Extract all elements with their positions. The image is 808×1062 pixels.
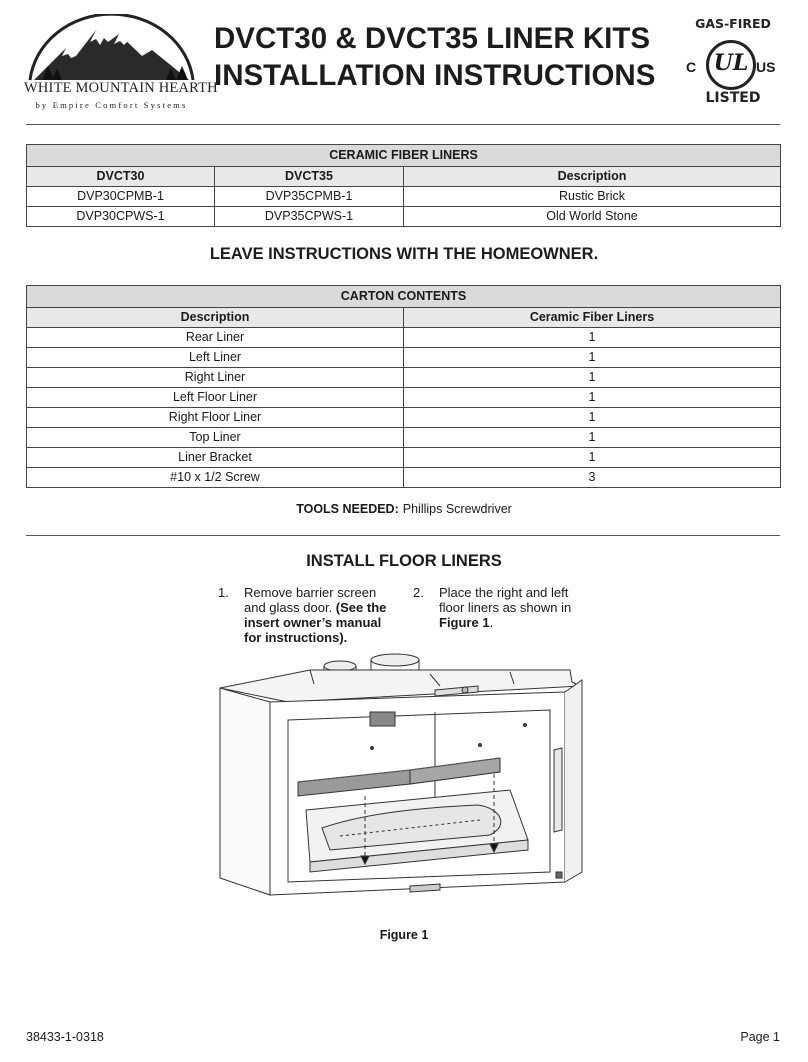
- step-line: [439, 615, 571, 630]
- table-cell: DVP35CPWS-1: [215, 207, 404, 227]
- document-number: 38433-1-0318: [26, 1030, 104, 1044]
- table-cell: DVP30CPWS-1: [27, 207, 215, 227]
- step-text-bold: insert owner’s manual: [244, 615, 382, 630]
- contents-col-header: Description: [27, 308, 404, 328]
- table-cell: 1: [404, 328, 781, 348]
- step-number: 2.: [413, 585, 424, 600]
- liners-col-header: Description: [404, 167, 781, 187]
- cert-bottom-text: LISTED: [705, 90, 761, 106]
- table-cell: Right Floor Liner: [27, 408, 404, 428]
- table-row: [27, 468, 781, 488]
- step-text-bold: Figure 1: [439, 615, 490, 630]
- page-title: [214, 20, 676, 94]
- table-row: [27, 328, 781, 348]
- liners-table-caption: CERAMIC FIBER LINERS: [27, 145, 781, 167]
- step-line: [244, 630, 386, 645]
- step-text-bold: for instructions).: [244, 630, 348, 645]
- step-line: Place the right and left: [439, 585, 569, 600]
- step-line: Remove barrier screen: [244, 585, 377, 600]
- table-cell: #10 x 1/2 Screw: [27, 468, 404, 488]
- table-cell: 3: [404, 468, 781, 488]
- table-row: [27, 187, 781, 207]
- section-title: INSTALL FLOOR LINERS: [306, 552, 502, 570]
- liners-col-header: DVCT35: [215, 167, 404, 187]
- contents-table-caption: CARTON CONTENTS: [27, 286, 781, 308]
- fireplace-insert-icon: [210, 650, 595, 915]
- figure-1-illustration: [210, 650, 595, 915]
- section-divider: [26, 535, 780, 536]
- cert-mark: UL: [713, 50, 749, 76]
- table-row: [27, 368, 781, 388]
- table-cell: DVP35CPMB-1: [215, 187, 404, 207]
- table-cell: 1: [404, 368, 781, 388]
- tools-label: TOOLS NEEDED:: [296, 502, 399, 516]
- table-cell: 1: [404, 428, 781, 448]
- liners-col-header: DVCT30: [27, 167, 215, 187]
- carton-contents-table: [26, 285, 781, 488]
- brand-logo: [24, 14, 218, 114]
- table-cell: DVP30CPMB-1: [27, 187, 215, 207]
- title-line-1: DVCT30 & DVCT35 LINER KITS: [214, 22, 651, 55]
- step-2: [413, 585, 593, 633]
- table-cell: Old World Stone: [404, 207, 781, 227]
- cert-us: US: [756, 59, 776, 75]
- step-text-plain: and glass door.: [244, 600, 336, 615]
- table-row: [27, 408, 781, 428]
- step-text-plain: .: [489, 615, 494, 630]
- step-line: [244, 600, 386, 615]
- step-number: 1.: [218, 585, 229, 600]
- brand-name: WHITE MOUNTAIN HEARTH: [24, 80, 218, 96]
- title-line-2: INSTALLATION INSTRUCTIONS: [214, 59, 656, 92]
- table-cell: 1: [404, 388, 781, 408]
- table-row: [27, 448, 781, 468]
- table-cell: Rear Liner: [27, 328, 404, 348]
- table-cell: Right Liner: [27, 368, 404, 388]
- mountain-logo-icon: [24, 14, 199, 84]
- cert-c: C: [686, 59, 697, 75]
- step-text: [439, 585, 571, 630]
- table-cell: 1: [404, 348, 781, 368]
- table-cell: 1: [404, 448, 781, 468]
- table-cell: Top Liner: [27, 428, 404, 448]
- ul-certification-mark: [684, 16, 782, 110]
- table-row: [27, 207, 781, 227]
- step-text: [244, 585, 386, 645]
- table-cell: Left Liner: [27, 348, 404, 368]
- step-line: floor liners as shown in: [439, 600, 572, 615]
- brand-tagline: by Empire Comfort Systems: [35, 100, 188, 110]
- table-cell: Liner Bracket: [27, 448, 404, 468]
- contents-col-header: Ceramic Fiber Liners: [404, 308, 781, 328]
- page-number: Page 1: [740, 1030, 780, 1044]
- tools-needed: [0, 502, 808, 516]
- liners-table: [26, 144, 781, 227]
- step-1: [218, 585, 398, 647]
- header-divider: [26, 124, 780, 125]
- table-cell: Rustic Brick: [404, 187, 781, 207]
- cert-top-text: GAS-FIRED: [695, 16, 771, 31]
- tools-value: Phillips Screwdriver: [402, 502, 512, 516]
- table-cell: Left Floor Liner: [27, 388, 404, 408]
- table-row: [27, 348, 781, 368]
- figure-caption: Figure 1: [379, 928, 429, 942]
- table-row: [27, 428, 781, 448]
- step-line: [244, 615, 386, 630]
- step-text-bold: (See the: [335, 600, 387, 615]
- table-cell: 1: [404, 408, 781, 428]
- homeowner-notice: LEAVE INSTRUCTIONS WITH THE HOMEOWNER.: [209, 245, 599, 263]
- table-row: [27, 388, 781, 408]
